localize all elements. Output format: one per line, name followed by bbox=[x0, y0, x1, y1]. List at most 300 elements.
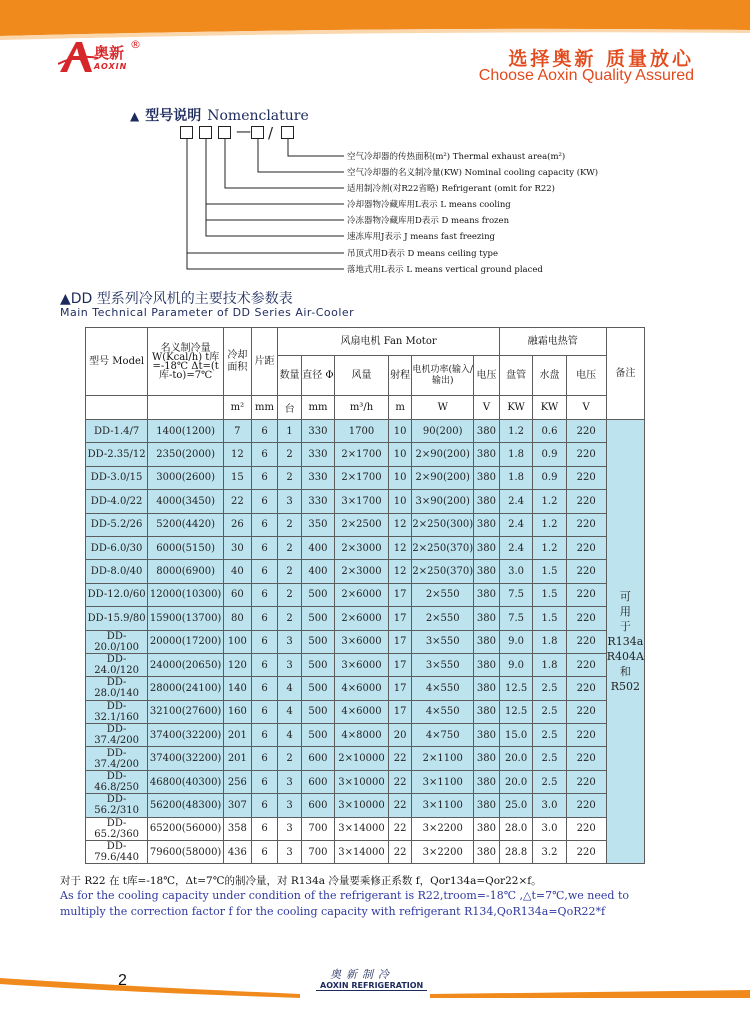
table-cell: 1700 bbox=[335, 420, 389, 443]
unit-cell: mm bbox=[301, 396, 334, 420]
table-cell: 12 bbox=[388, 513, 412, 536]
unit-cell: mm bbox=[251, 396, 278, 420]
table-cell: 6 bbox=[251, 700, 278, 723]
unit-cell: m³/h bbox=[335, 396, 389, 420]
table-row bbox=[86, 630, 645, 653]
table-cell: 2 bbox=[278, 466, 301, 489]
table-row bbox=[86, 747, 645, 770]
table-cell: 12 bbox=[224, 443, 252, 466]
table-cell: 10 bbox=[388, 490, 412, 513]
spec-table bbox=[85, 327, 645, 864]
table-cell: 380 bbox=[474, 607, 500, 630]
table-row bbox=[86, 724, 645, 747]
table-cell: 380 bbox=[474, 770, 500, 793]
table-cell: 2 bbox=[278, 443, 301, 466]
header-fan-motor: 风扇电机 Fan Motor bbox=[278, 328, 499, 356]
slogan-english: Choose Aoxin Quality Assured bbox=[478, 67, 694, 84]
table-cell: 17 bbox=[388, 653, 412, 676]
table-cell: 380 bbox=[474, 490, 500, 513]
nomenclature-item: 速冻库用J表示 J means fast freezing bbox=[347, 232, 495, 242]
table-cell: 1.8 bbox=[533, 653, 566, 676]
table-cell: 700 bbox=[301, 841, 334, 864]
table-cell: 3 bbox=[278, 794, 301, 817]
table-cell: 12 bbox=[388, 536, 412, 559]
table-cell: 2×1100 bbox=[412, 747, 474, 770]
table-cell: 380 bbox=[474, 420, 500, 443]
table-cell: DD-15.9/80 bbox=[86, 607, 148, 630]
table-cell: 2×250(370) bbox=[412, 560, 474, 583]
table-cell: 6 bbox=[251, 443, 278, 466]
table-cell: 220 bbox=[566, 560, 606, 583]
table-cell: 380 bbox=[474, 817, 500, 840]
table-cell: 100 bbox=[224, 630, 252, 653]
table-cell: 2.5 bbox=[533, 724, 566, 747]
table-cell: 4×750 bbox=[412, 724, 474, 747]
table-cell: 6 bbox=[251, 560, 278, 583]
table-cell: DD-28.0/140 bbox=[86, 677, 148, 700]
nomenclature-dash: — bbox=[236, 122, 251, 140]
table-cell: 5200(4420) bbox=[148, 513, 224, 536]
table-cell: 22 bbox=[388, 747, 412, 770]
table-cell: 2 bbox=[278, 513, 301, 536]
table-cell: DD-46.8/250 bbox=[86, 770, 148, 793]
nomenclature-slash: / bbox=[268, 124, 274, 142]
remark-line: 用 bbox=[619, 605, 631, 619]
table-cell: 220 bbox=[566, 583, 606, 606]
table-cell: 0.6 bbox=[533, 420, 566, 443]
table-cell: 700 bbox=[301, 817, 334, 840]
table-cell: 220 bbox=[566, 700, 606, 723]
table-cell: DD-8.0/40 bbox=[86, 560, 148, 583]
note-chinese: 对于 R22 在 t库=-18℃，Δt=7℃的制冷量，对 R134a 冷量要乘修正系数 f，Qor134a=Qor22×f。 bbox=[60, 875, 542, 887]
table-cell: 22 bbox=[388, 841, 412, 864]
table-cell: 2.4 bbox=[499, 536, 533, 559]
table-cell: 7.5 bbox=[499, 607, 533, 630]
table-cell: 220 bbox=[566, 536, 606, 559]
table-cell: 2.5 bbox=[533, 677, 566, 700]
remark-cell bbox=[606, 420, 644, 864]
table-cell: 2×2500 bbox=[335, 513, 389, 536]
remark-line: 于 bbox=[619, 620, 631, 634]
table-cell: 6 bbox=[251, 607, 278, 630]
logo-chinese-text: 奥新 bbox=[94, 44, 125, 62]
table-cell: 15.0 bbox=[499, 724, 533, 747]
header-airflow: 风量 bbox=[335, 356, 389, 396]
table-cell: 3×1100 bbox=[412, 794, 474, 817]
table-cell: 6 bbox=[251, 817, 278, 840]
remark-line: R134a bbox=[607, 635, 644, 649]
table-cell: 40 bbox=[224, 560, 252, 583]
table-cell: 79600(58000) bbox=[148, 841, 224, 864]
header-capacity: 名义制冷量 W(Kcal/h) t库=-18℃ Δt=(t库-to)=7℃ bbox=[148, 328, 224, 396]
table-cell: 3.0 bbox=[499, 560, 533, 583]
table-cell: 3×2200 bbox=[412, 817, 474, 840]
table-cell: 9.0 bbox=[499, 630, 533, 653]
table-cell: 380 bbox=[474, 747, 500, 770]
nomenclature-item: 空气冷却器的传热面积(m²) Thermal exhaust area(m²) bbox=[347, 152, 566, 162]
table-cell: 3 bbox=[278, 817, 301, 840]
table-cell: 6 bbox=[251, 770, 278, 793]
table-cell: 307 bbox=[224, 794, 252, 817]
table-cell: 2×550 bbox=[412, 583, 474, 606]
table-cell: DD-79.6/440 bbox=[86, 841, 148, 864]
nomenclature-item: 冷却器物冷藏库用L表示 L means cooling bbox=[347, 200, 511, 210]
table-cell: 4000(3450) bbox=[148, 490, 224, 513]
registered-mark: ® bbox=[130, 38, 141, 51]
table-cell: 600 bbox=[301, 770, 334, 793]
table-cell: 330 bbox=[301, 490, 334, 513]
table-cell: 3×10000 bbox=[335, 794, 389, 817]
table-cell: 1.2 bbox=[499, 420, 533, 443]
table-cell: 2.5 bbox=[533, 770, 566, 793]
nomenclature-box bbox=[199, 126, 212, 139]
table-cell: 4 bbox=[278, 724, 301, 747]
slogan-chinese: 选择奥新 质量放心 bbox=[508, 48, 694, 70]
table-row bbox=[86, 490, 645, 513]
table-cell: 500 bbox=[301, 724, 334, 747]
table-cell: 6 bbox=[251, 724, 278, 747]
table-cell: 2×1700 bbox=[335, 443, 389, 466]
page-number: 2 bbox=[118, 972, 127, 989]
table-cell: 6 bbox=[251, 630, 278, 653]
table-cell: 6000(5150) bbox=[148, 536, 224, 559]
table-row bbox=[86, 420, 645, 443]
table-cell: 0.9 bbox=[533, 443, 566, 466]
table-cell: 140 bbox=[224, 677, 252, 700]
header-qty: 数量 bbox=[278, 356, 301, 396]
table-row bbox=[86, 513, 645, 536]
table-cell: 56200(48300) bbox=[148, 794, 224, 817]
table-cell: 20 bbox=[388, 724, 412, 747]
header-area: 冷却面积 bbox=[224, 328, 252, 396]
header-pan: 水盘 bbox=[533, 356, 566, 396]
table-cell: 220 bbox=[566, 724, 606, 747]
header-defrost: 融霜电热管 bbox=[499, 328, 606, 356]
table-cell: 3×10000 bbox=[335, 770, 389, 793]
nomenclature-item: 冷冻器物冷藏库用D表示 D means frozen bbox=[347, 216, 510, 226]
table-cell: 3×1700 bbox=[335, 490, 389, 513]
table-cell: 3×14000 bbox=[335, 817, 389, 840]
table-cell: 12000(10300) bbox=[148, 583, 224, 606]
nomenclature-title bbox=[130, 105, 309, 125]
table-cell: 3×550 bbox=[412, 653, 474, 676]
table-cell: 500 bbox=[301, 607, 334, 630]
table-cell: 12.5 bbox=[499, 677, 533, 700]
table-cell: 17 bbox=[388, 700, 412, 723]
table-cell: 330 bbox=[301, 420, 334, 443]
table-cell: 2×90(200) bbox=[412, 466, 474, 489]
table-cell: 330 bbox=[301, 466, 334, 489]
table-cell: 2×550 bbox=[412, 607, 474, 630]
note-english-line-2: multiply the correction factor f for the cooling capacity with refrigerant R134,QoR134a=QoR22*f bbox=[60, 905, 606, 918]
table-cell: 10 bbox=[388, 420, 412, 443]
table-cell: 600 bbox=[301, 794, 334, 817]
table-cell: 65200(56000) bbox=[148, 817, 224, 840]
table-cell: 500 bbox=[301, 583, 334, 606]
table-row bbox=[86, 466, 645, 489]
table-cell: 120 bbox=[224, 653, 252, 676]
table-cell: 400 bbox=[301, 536, 334, 559]
table-cell: 220 bbox=[566, 420, 606, 443]
table-cell: 380 bbox=[474, 724, 500, 747]
table-cell: 4×8000 bbox=[335, 724, 389, 747]
table-cell: 46800(40300) bbox=[148, 770, 224, 793]
table-cell: 60 bbox=[224, 583, 252, 606]
table-row bbox=[86, 607, 645, 630]
table-cell: 3×90(200) bbox=[412, 490, 474, 513]
header-volt: 电压 bbox=[474, 356, 500, 396]
footer-brand-en: AOXIN REFRIGERATION bbox=[316, 981, 427, 991]
table-cell: 380 bbox=[474, 794, 500, 817]
header-power: 电机功率(输入/输出) bbox=[412, 356, 474, 396]
table-cell: 2×3000 bbox=[335, 560, 389, 583]
table-cell: 380 bbox=[474, 677, 500, 700]
table-cell: 12 bbox=[388, 560, 412, 583]
table-cell: 20.0 bbox=[499, 747, 533, 770]
table-cell: DD-37.4/200 bbox=[86, 724, 148, 747]
table-row bbox=[86, 770, 645, 793]
table-cell: 380 bbox=[474, 466, 500, 489]
table-cell: 3×6000 bbox=[335, 630, 389, 653]
table-cell: 2350(2000) bbox=[148, 443, 224, 466]
table-cell: 2×1700 bbox=[335, 466, 389, 489]
table-cell: 15900(13700) bbox=[148, 607, 224, 630]
table-cell: 9.0 bbox=[499, 653, 533, 676]
nomenclature-item: 吊顶式用D表示 D means ceiling type bbox=[347, 249, 498, 259]
nomenclature-box bbox=[251, 126, 264, 139]
table-cell: 2×90(200) bbox=[412, 443, 474, 466]
table-cell: 26 bbox=[224, 513, 252, 536]
table-cell: 2 bbox=[278, 607, 301, 630]
table-cell: 3.0 bbox=[533, 817, 566, 840]
table-cell: 3 bbox=[278, 770, 301, 793]
table-cell: 2 bbox=[278, 747, 301, 770]
table-row bbox=[86, 560, 645, 583]
table-cell: 220 bbox=[566, 513, 606, 536]
table-cell: DD-32.1/160 bbox=[86, 700, 148, 723]
unit-cell: KW bbox=[499, 396, 533, 420]
remark-line: R502 bbox=[610, 680, 640, 694]
unit-cell: V bbox=[566, 396, 606, 420]
table-cell: 1 bbox=[278, 420, 301, 443]
table-cell: 10 bbox=[388, 466, 412, 489]
table-cell: 500 bbox=[301, 630, 334, 653]
unit-cell: 台 bbox=[278, 396, 301, 420]
table-cell: 22 bbox=[388, 770, 412, 793]
table-cell: 220 bbox=[566, 817, 606, 840]
nomenclature-box bbox=[218, 126, 231, 139]
table-cell: 12.5 bbox=[499, 700, 533, 723]
table-cell: 2×250(370) bbox=[412, 536, 474, 559]
table-cell: 8000(6900) bbox=[148, 560, 224, 583]
table-cell: 201 bbox=[224, 747, 252, 770]
table-cell: 28.0 bbox=[499, 817, 533, 840]
table-cell: 7 bbox=[224, 420, 252, 443]
spec-table-body bbox=[86, 420, 645, 864]
table-cell: 6 bbox=[251, 794, 278, 817]
table-cell: 2×6000 bbox=[335, 607, 389, 630]
table-cell: 4 bbox=[278, 700, 301, 723]
table-cell: 28.8 bbox=[499, 841, 533, 864]
nomenclature-title-en: Nomenclature bbox=[207, 108, 309, 124]
table-cell: 22 bbox=[388, 817, 412, 840]
table-cell: 380 bbox=[474, 653, 500, 676]
table-cell: 220 bbox=[566, 677, 606, 700]
header-throw: 射程 bbox=[388, 356, 412, 396]
table-cell: 220 bbox=[566, 443, 606, 466]
table-cell: 220 bbox=[566, 841, 606, 864]
table-cell: 2.5 bbox=[533, 700, 566, 723]
table-cell: DD-2.35/12 bbox=[86, 443, 148, 466]
table-cell: 2 bbox=[278, 583, 301, 606]
table-cell: 1.5 bbox=[533, 607, 566, 630]
table-cell: 220 bbox=[566, 770, 606, 793]
table-cell: 3 bbox=[278, 490, 301, 513]
table-cell: 6 bbox=[251, 420, 278, 443]
table-cell: 10 bbox=[388, 443, 412, 466]
table-cell: 6 bbox=[251, 583, 278, 606]
table-cell: 1.8 bbox=[533, 630, 566, 653]
table-cell: 3×1100 bbox=[412, 770, 474, 793]
table-cell: 0.9 bbox=[533, 466, 566, 489]
table-cell: 20.0 bbox=[499, 770, 533, 793]
table-cell: 330 bbox=[301, 443, 334, 466]
table-cell: 380 bbox=[474, 560, 500, 583]
table-cell: 380 bbox=[474, 583, 500, 606]
note-english-line-1: As for the cooling capacity under condition of the refrigerant is R22,troom=-18℃ ,△t=7℃,we need to bbox=[60, 889, 629, 902]
footer-brand-cn: 奥新制冷 bbox=[330, 968, 394, 981]
remark-line: R404A bbox=[606, 650, 644, 664]
table-cell: 4×6000 bbox=[335, 700, 389, 723]
table-cell: 350 bbox=[301, 513, 334, 536]
nomenclature-item: 适用制冷剂(对R22省略) Refrigerant (omit for R22) bbox=[347, 184, 555, 194]
table-cell: 2 bbox=[278, 560, 301, 583]
table-cell: 4 bbox=[278, 677, 301, 700]
table-cell: 3.0 bbox=[533, 794, 566, 817]
table-cell: 2.4 bbox=[499, 513, 533, 536]
header-dvolt: 电压 bbox=[566, 356, 606, 396]
header-dia: 直径 Φ bbox=[301, 356, 334, 396]
table-cell: 3×14000 bbox=[335, 841, 389, 864]
table-row bbox=[86, 443, 645, 466]
table-cell: 160 bbox=[224, 700, 252, 723]
table-cell: DD-3.0/15 bbox=[86, 466, 148, 489]
table-cell: 500 bbox=[301, 677, 334, 700]
table-cell: 380 bbox=[474, 536, 500, 559]
table-cell: 220 bbox=[566, 747, 606, 770]
triangle-bullet-icon: ▲ bbox=[130, 109, 140, 123]
table-section-title: ▲DD 型系列冷风机的主要技术参数表 bbox=[60, 291, 293, 307]
table-cell: 220 bbox=[566, 607, 606, 630]
table-cell: 1.8 bbox=[499, 443, 533, 466]
table-cell: 380 bbox=[474, 513, 500, 536]
table-cell: 220 bbox=[566, 653, 606, 676]
table-cell: 24000(20650) bbox=[148, 653, 224, 676]
table-cell: 20000(17200) bbox=[148, 630, 224, 653]
unit-cell: m² bbox=[224, 396, 252, 420]
table-cell: 3×6000 bbox=[335, 653, 389, 676]
table-cell: 2×6000 bbox=[335, 583, 389, 606]
table-cell: 15 bbox=[224, 466, 252, 489]
table-cell: 500 bbox=[301, 700, 334, 723]
remark-line: 可 bbox=[619, 590, 631, 604]
table-cell: 3.2 bbox=[533, 841, 566, 864]
table-cell: 220 bbox=[566, 490, 606, 513]
aoxin-logo bbox=[58, 40, 158, 74]
table-cell: 4×6000 bbox=[335, 677, 389, 700]
table-cell: 2.5 bbox=[533, 747, 566, 770]
header-fin: 片距 bbox=[251, 328, 278, 396]
logo-a-icon bbox=[58, 40, 98, 74]
table-cell: 1.2 bbox=[533, 490, 566, 513]
units-row bbox=[86, 396, 645, 420]
logo-english-text: AOXIN bbox=[94, 62, 128, 71]
table-cell: 4×550 bbox=[412, 700, 474, 723]
table-cell: 28000(24100) bbox=[148, 677, 224, 700]
table-cell: 201 bbox=[224, 724, 252, 747]
table-cell: 256 bbox=[224, 770, 252, 793]
nomenclature-box bbox=[281, 126, 294, 139]
table-cell: DD-12.0/60 bbox=[86, 583, 148, 606]
nomenclature-title-cn: 型号说明 bbox=[145, 108, 202, 124]
table-cell: 6 bbox=[251, 841, 278, 864]
table-cell: DD-20.0/100 bbox=[86, 630, 148, 653]
table-cell: 3 bbox=[278, 630, 301, 653]
table-cell: DD-4.0/22 bbox=[86, 490, 148, 513]
table-cell: 380 bbox=[474, 443, 500, 466]
unit-cell: W bbox=[412, 396, 474, 420]
table-cell: 220 bbox=[566, 466, 606, 489]
table-cell: 3×550 bbox=[412, 630, 474, 653]
table-cell: 436 bbox=[224, 841, 252, 864]
table-cell: DD-56.2/310 bbox=[86, 794, 148, 817]
table-cell: 32100(27600) bbox=[148, 700, 224, 723]
table-cell: 3×2200 bbox=[412, 841, 474, 864]
header-model: 型号 Model bbox=[86, 328, 148, 396]
table-cell: 37400(32200) bbox=[148, 724, 224, 747]
table-section-subtitle: Main Technical Parameter of DD Series Air-Cooler bbox=[60, 306, 355, 319]
table-cell: DD-1.4/7 bbox=[86, 420, 148, 443]
table-cell: 2×3000 bbox=[335, 536, 389, 559]
table-cell: 358 bbox=[224, 817, 252, 840]
table-cell: 3 bbox=[278, 653, 301, 676]
table-row bbox=[86, 677, 645, 700]
table-cell: DD-37.4/200 bbox=[86, 747, 148, 770]
table-cell: 2 bbox=[278, 536, 301, 559]
table-cell: 400 bbox=[301, 560, 334, 583]
table-cell: 380 bbox=[474, 630, 500, 653]
nomenclature-box bbox=[180, 126, 193, 139]
table-cell: 500 bbox=[301, 653, 334, 676]
header-coil: 盘管 bbox=[499, 356, 533, 396]
table-cell: 6 bbox=[251, 747, 278, 770]
unit-cell: m bbox=[388, 396, 412, 420]
table-cell: 3 bbox=[278, 841, 301, 864]
unit-cell: V bbox=[474, 396, 500, 420]
table-cell: 7.5 bbox=[499, 583, 533, 606]
table-cell: 80 bbox=[224, 607, 252, 630]
table-cell: 4×550 bbox=[412, 677, 474, 700]
table-cell: 380 bbox=[474, 841, 500, 864]
table-cell: 1.8 bbox=[499, 466, 533, 489]
table-cell: 220 bbox=[566, 630, 606, 653]
table-cell: 17 bbox=[388, 630, 412, 653]
table-cell: 17 bbox=[388, 607, 412, 630]
table-row bbox=[86, 841, 645, 864]
table-cell: DD-65.2/360 bbox=[86, 817, 148, 840]
table-cell: 380 bbox=[474, 700, 500, 723]
table-cell: 3000(2600) bbox=[148, 466, 224, 489]
